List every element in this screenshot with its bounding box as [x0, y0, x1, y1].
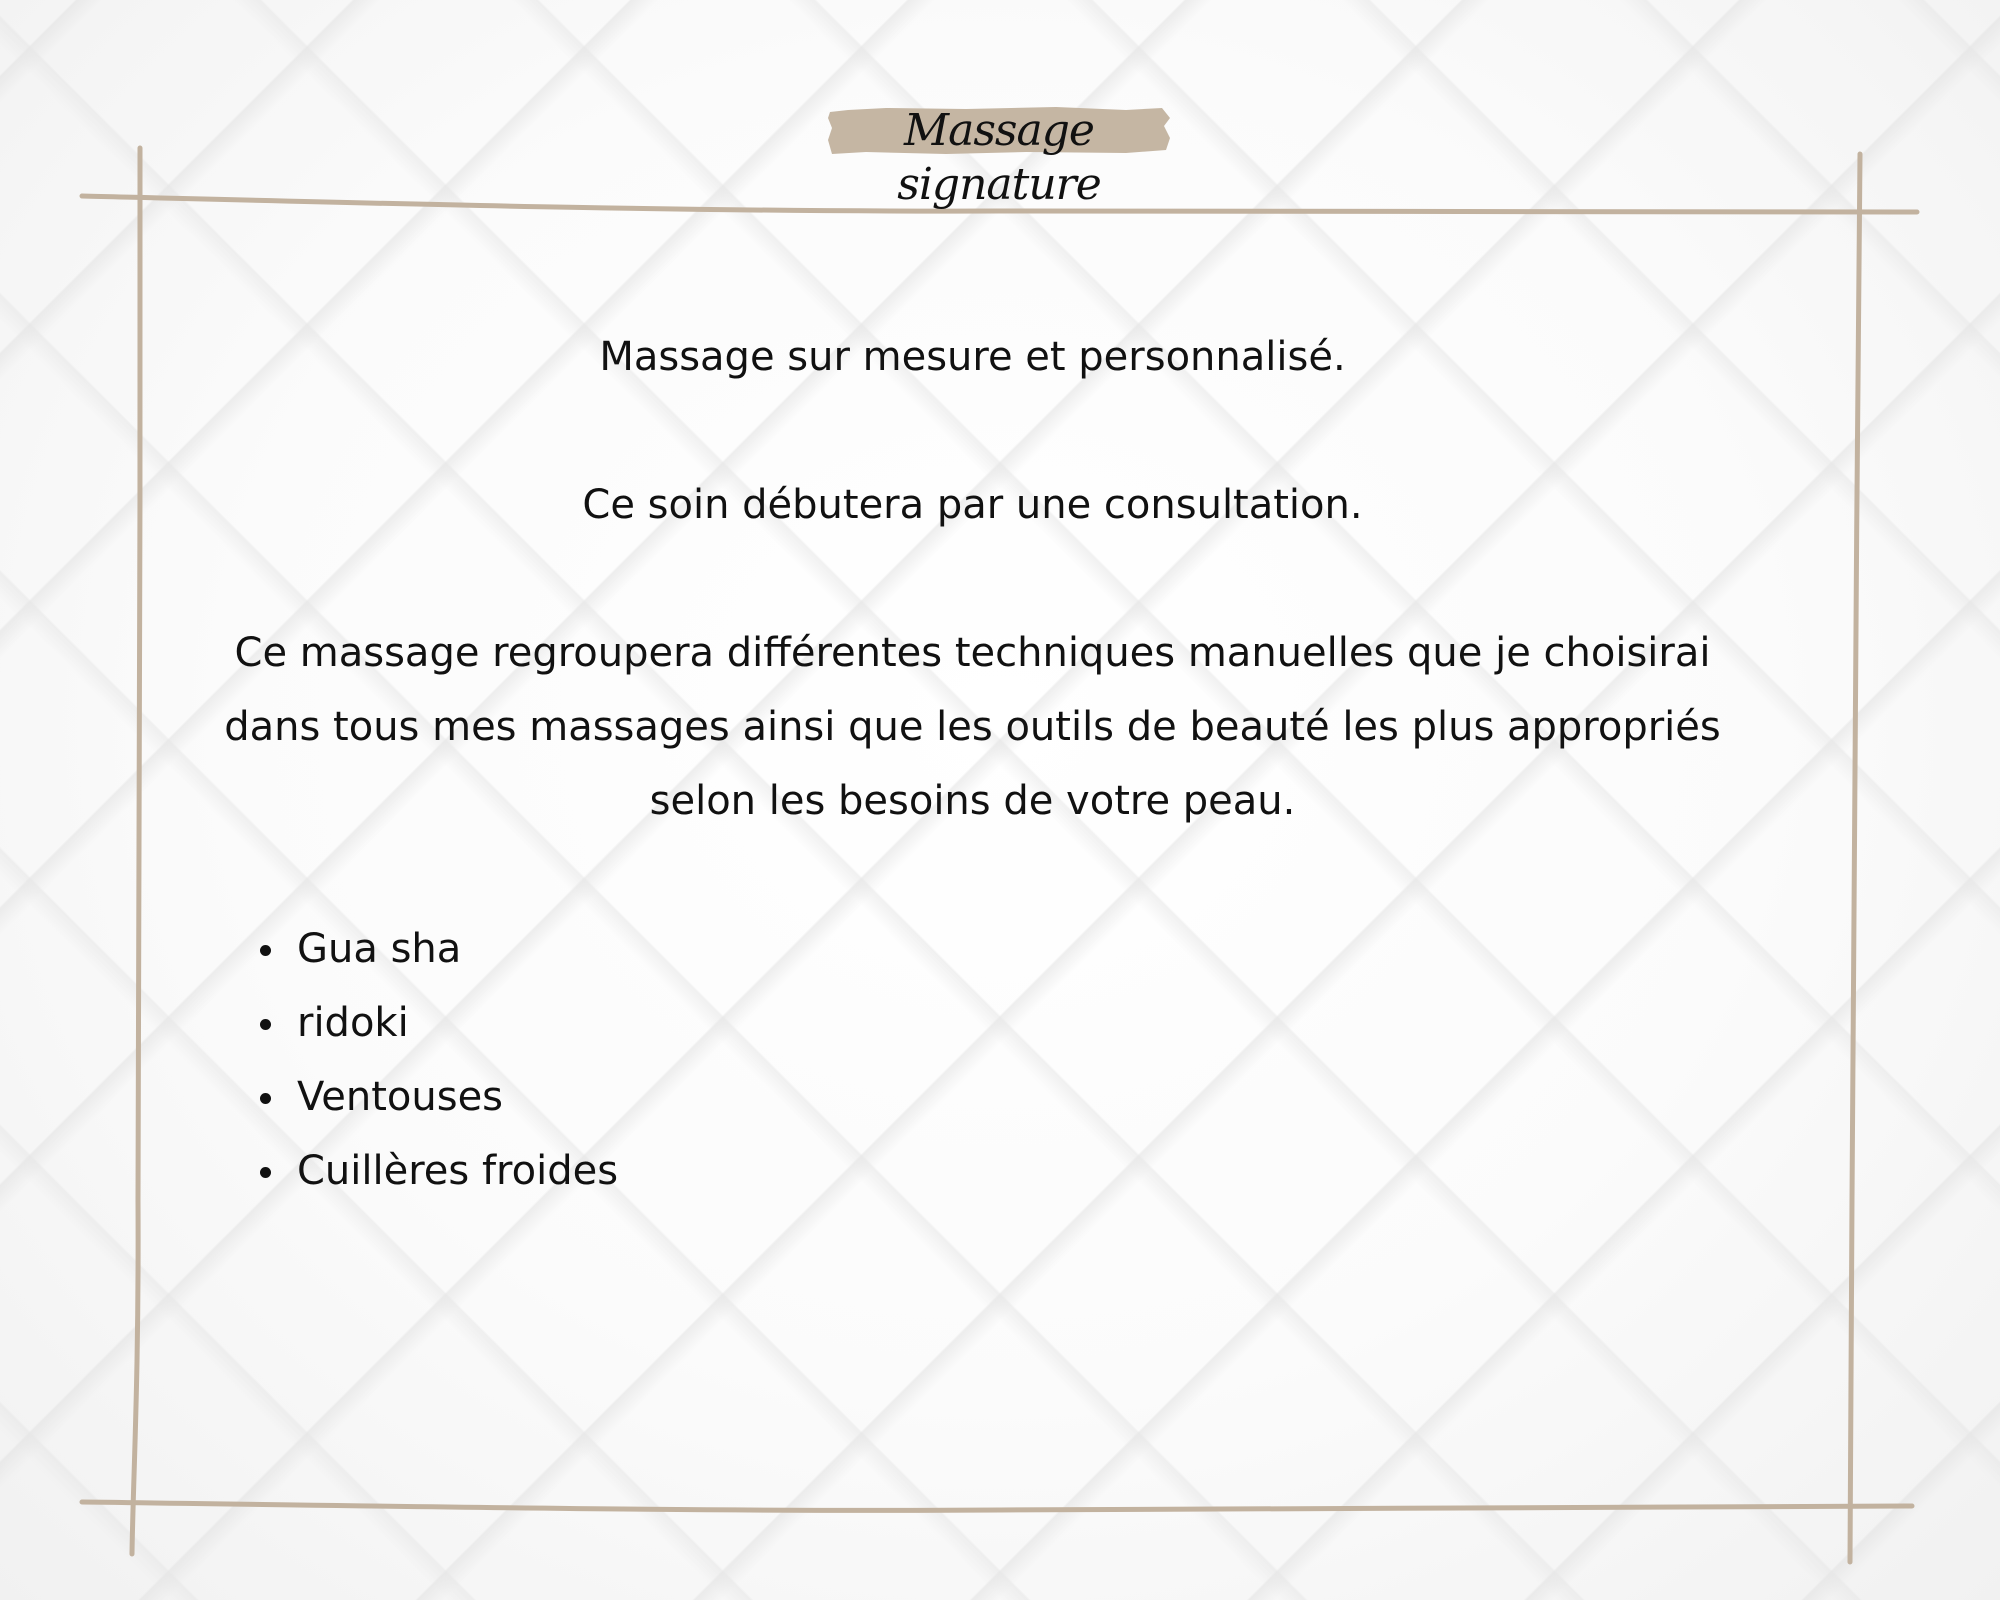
list-item-label: Gua sha	[297, 926, 462, 972]
frame-right-line	[1850, 154, 1860, 1562]
title-badge	[826, 104, 1172, 210]
list-item-label: ridoki	[297, 1000, 409, 1046]
frame-left-line	[132, 148, 140, 1554]
list-item	[252, 912, 618, 986]
list-item-label: Cuillères froides	[297, 1148, 619, 1194]
list-item-label: Ventouses	[297, 1074, 504, 1120]
bullet-icon	[260, 945, 271, 956]
bullet-icon	[260, 1167, 271, 1178]
frame-bottom-line	[82, 1502, 1912, 1510]
page-title: Massage signature	[897, 105, 1101, 210]
bullet-icon	[260, 1093, 271, 1104]
list-item	[252, 986, 618, 1060]
list-item	[252, 1134, 618, 1208]
list-item	[252, 1060, 618, 1134]
consultation-paragraph: Ce soin débutera par une consultation.	[582, 482, 1363, 528]
techniques-list	[252, 912, 618, 1208]
bullet-icon	[260, 1019, 271, 1030]
intro-paragraph: Massage sur mesure et personnalisé.	[599, 334, 1346, 380]
techniques-paragraph: Ce massage regroupera différentes techniques manuelles que je choisirai dans tous mes massages ainsi que les outils de beauté les plus appropriés selon les besoins de votre peau.	[224, 630, 1721, 824]
